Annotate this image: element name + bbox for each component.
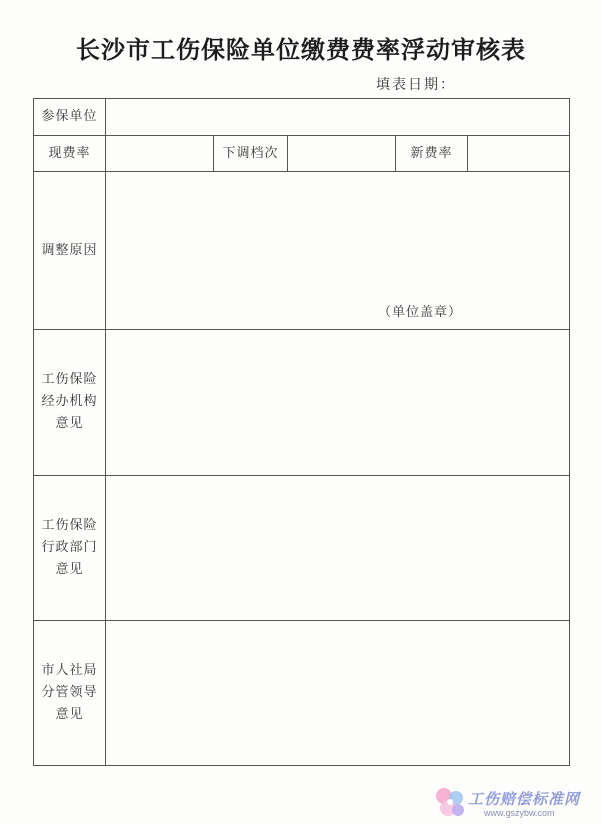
leader-opinion-line: 分管领导 bbox=[41, 684, 98, 700]
agency-opinion-line: 意见 bbox=[55, 416, 84, 432]
admin-opinion-label bbox=[34, 475, 106, 620]
new-rate-label: 新费率 bbox=[396, 136, 468, 172]
new-rate-field[interactable] bbox=[468, 136, 570, 172]
agency-opinion-line: 工伤保险 bbox=[41, 372, 98, 388]
fill-date-label: 填表日期： bbox=[376, 77, 456, 93]
admin-opinion-line: 意见 bbox=[55, 561, 84, 577]
downgrade-field[interactable] bbox=[288, 136, 396, 172]
review-form-table bbox=[33, 98, 570, 766]
watermark-url: www.gszybw.com bbox=[484, 808, 555, 818]
leader-opinion-label bbox=[34, 620, 106, 765]
admin-opinion-field[interactable] bbox=[106, 475, 570, 620]
reason-label: 调整原因 bbox=[34, 172, 106, 330]
site-watermark bbox=[430, 782, 600, 822]
admin-opinion-line: 工伤保险 bbox=[41, 517, 98, 533]
agency-opinion-line: 经办机构 bbox=[41, 394, 98, 410]
leader-opinion-field[interactable] bbox=[106, 620, 570, 765]
reason-field[interactable] bbox=[106, 172, 570, 330]
leader-opinion-line: 意见 bbox=[55, 706, 84, 722]
unit-seal-note: （单位盖章） bbox=[378, 305, 463, 321]
agency-opinion-field[interactable] bbox=[106, 330, 570, 475]
admin-opinion-line: 行政部门 bbox=[41, 539, 98, 555]
current-rate-label: 现费率 bbox=[34, 136, 106, 172]
current-rate-field[interactable] bbox=[106, 136, 214, 172]
unit-field[interactable] bbox=[106, 99, 570, 136]
agency-opinion-label bbox=[34, 330, 106, 475]
unit-label: 参保单位 bbox=[34, 99, 106, 136]
flower-logo-icon bbox=[430, 782, 470, 822]
downgrade-label: 下调档次 bbox=[214, 136, 288, 172]
leader-opinion-line: 市人社局 bbox=[41, 662, 98, 678]
watermark-text: 工伤赔偿标准网 bbox=[468, 790, 581, 808]
page-title: 长沙市工伤保险单位缴费费率浮动审核表 bbox=[76, 36, 526, 64]
